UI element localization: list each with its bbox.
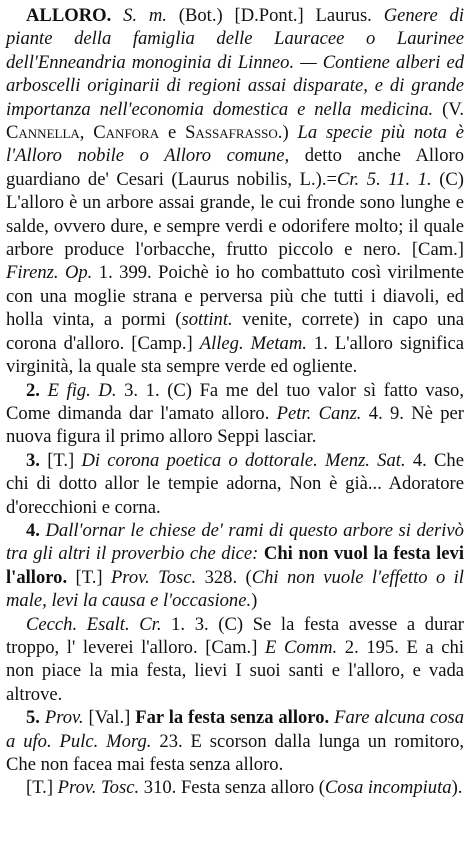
species-detail: detto anche Alloro guardiano de' Cesari (Laurus nobilis, L.).= (6, 145, 464, 190)
citation-alleg-text: 1. L'alloro significa virginità, la quale sta sempre verde ed ogliente. (6, 332, 464, 378)
sense-text: 3. 1. (C) Fa me del tuo valor sì fatto vaso, Come dimanda dar l'amato alloro. (6, 379, 464, 424)
sense-label: Dall'ornar le chiese de' rami di questo arbore si derivò tra gli altri il proverbio che dice: (6, 519, 464, 565)
species-note: La specie più nota è l'Alloro nobile o Alloro comune, (6, 122, 464, 167)
sense-citation: D. (98, 379, 117, 401)
citation-firenz-text: 1. 399. Poichè io ho combattuto così virilmente con una moglie strana e perversa più che tutti i diavoli, ed holla vinta, a pormi ( (6, 262, 464, 331)
sense-text: 328. ( (204, 566, 252, 588)
sense-text-end: ) (251, 590, 258, 612)
sense-tag: [T.] (26, 777, 54, 799)
crossref-cannella: Cannella (6, 122, 80, 144)
citation-firenz: Firenz. Op. (6, 262, 93, 284)
sense-text: 310. Festa senza alloro ( (143, 777, 326, 799)
entry-meta: (Bot.) [D.Pont.] Laurus. (178, 5, 372, 26)
sense-number: 2. (26, 379, 40, 401)
sense-text-end: ). (451, 777, 463, 799)
sense-3 (6, 449, 464, 519)
grammar-label: S. m. (123, 5, 167, 26)
sense-tag: [T.] (47, 449, 75, 471)
sense-tag: [Val.] (88, 707, 131, 729)
sense-number: 5. (26, 707, 40, 729)
citation-cr: Cr. 5. 11. 1. (336, 168, 432, 190)
sense-tag: [T.] (75, 566, 103, 588)
headword: ALLORO. (26, 5, 112, 26)
sense-label: Prov. (44, 707, 84, 729)
crossref-sassafrasso: Sassafrasso (185, 122, 278, 144)
sense-text: 1. 3. (C) Se la festa avesse a durar troppo, l' leverei l'alloro. [Cam.] (6, 613, 464, 658)
sense-citation: Menz. Sat. (325, 449, 406, 471)
citation-alleg: Alleg. Metam. (199, 332, 307, 354)
sense-label: Di corona poetica o dottorale. (81, 449, 318, 471)
sense-5-quote (6, 776, 464, 799)
sense-5 (6, 706, 464, 776)
sense-text: 23. E scorson dalla lunga un romitoro, Che non facea mai festa senza alloro. (6, 730, 465, 775)
sense-2 (6, 379, 464, 449)
crossref-canfora: Canfora (93, 122, 160, 144)
sense-citation: Cecch. Esalt. Cr. (26, 613, 162, 635)
proverb: Far la festa senza alloro. (135, 707, 330, 729)
crossref-close: .) (277, 122, 289, 144)
crossref-and: e (167, 122, 177, 144)
sense-gloss: Fare alcuna cosa a ufo. (6, 707, 465, 752)
sense-text-2: 4. 9. Nè per nuova figura il primo alloro Seppi lasciar. (6, 402, 464, 448)
sottint-label: sottint. (181, 309, 233, 331)
sense-4 (6, 519, 464, 613)
entry-main: ALLORO. S. m. (Bot.) [D.Pont.] Laurus. Genere di piante della famiglia delle Lauracee o Laurinee dell'Enneandria monoginia di Linneo. — Contiene alberi ed arboscelli originarii di regioni assai disparate, e di grande importanza nell'economia domestica e nella medicina. (V. Cannella, Canfora e Sassafrasso.) La specie più nota è l'Alloro nobile o Alloro comune, detto anche Alloro guardiano de' Cesari (Laurus nobilis, L.).=Cr. 5. 11. 1. (C) L'alloro è un arbore assai grande, le cui fronde sono lunghe e salde, ovvero dure, e sempre verdi e odorifere molto; il quale arbore produce l'orbacche, frutto piccolo e nero. [Cam.] Firenz. Op. 1. 399. Poichè io ho combattuto così virilmente con una moglie strana e perversa più che tutti i diavoli, ed holla vinta, a pormi (sottint. venite, correte) in capo una corona d'alloro. [Camp.] Alleg. Metam. 1. L'alloro significa virginità, la quale sta sempre verde ed ogliente. (6, 5, 465, 378)
sense-number: 3. (26, 449, 40, 471)
citation-cr-text: (C) L'alloro è un arbore assai grande, le cui fronde sono lunghe e salde, ovvero dure, e sempre verdi e odorifere molto; il quale arbore produce l'orbacche, frutto piccolo e nero. [Cam.] (6, 168, 464, 261)
sense-number: 4. (26, 519, 40, 541)
sense-text: 4. Che chi di dotto allor le tempie adorna, Non è già... Adoratore d'orecchioni e corna. (6, 449, 464, 518)
sense-citation: Pulc. Morg. (59, 730, 152, 752)
sense-citation: Prov. Tosc. (57, 777, 140, 799)
sense-gloss: Cosa incompiuta (325, 777, 452, 799)
crossref-open: (V. (442, 98, 464, 120)
sense-label: E fig. (47, 379, 91, 401)
sense-4-quote (6, 613, 464, 707)
proverb: Chi non vuol la festa levi l'alloro. (6, 543, 464, 588)
citation-firenz-text-2: venite, correte) in capo una corona d'alloro. [Camp.] (6, 309, 464, 354)
sense-gloss: Chi non vuole l'effetto o il male, levi la causa e l'occasione. (6, 566, 464, 612)
sense-text-2: 2. 195. E a chi non piace la mia festa, lievi I suoi santi e l'alloro, e vada altrove. (6, 636, 464, 705)
definition: Genere di piante della famiglia delle Lauracee o Laurinee dell'Enneandria monoginia di Linneo. — Contiene alberi ed arboscelli originarii di regioni assai disparate, e di grande importanza nell'economia domestica e nella medicina. (6, 5, 465, 120)
sense-citation: Prov. Tosc. (110, 566, 197, 588)
sense-citation-2: E Comm. (265, 636, 338, 658)
sense-citation-2: Petr. Canz. (276, 402, 362, 424)
